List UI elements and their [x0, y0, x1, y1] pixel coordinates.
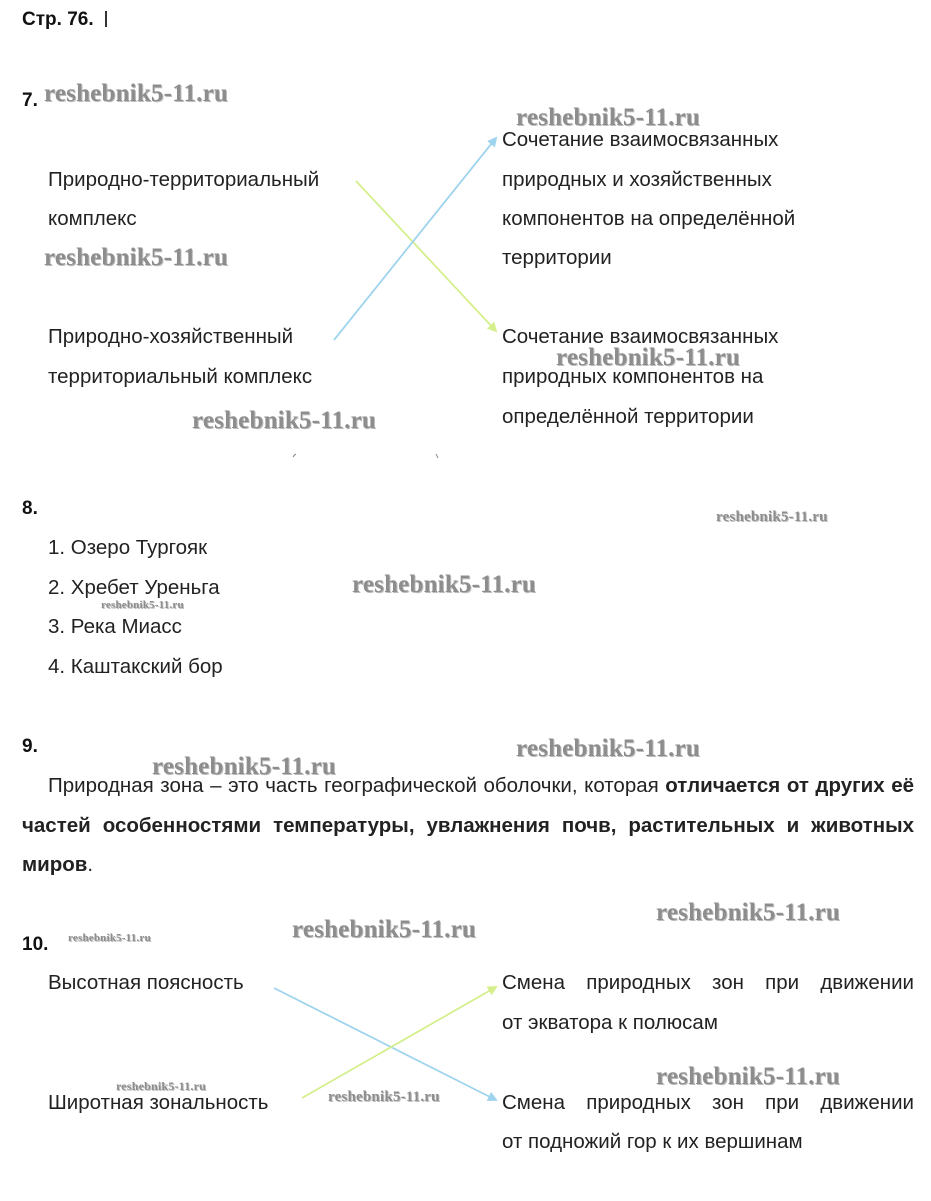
task7-right-item1-line1: Сочетание взаимосвязанных	[502, 128, 779, 151]
task7-number: 7.	[22, 90, 38, 111]
watermark: reshebnik5-11.ru	[44, 244, 229, 271]
task7-arrow-blue	[334, 138, 496, 340]
task7-right-item2-line1: Сочетание взаимосвязанных	[502, 325, 779, 348]
task7-right-item2-line2: природных компонентов на	[502, 365, 764, 388]
task10-left-item1: Высотная поясность	[48, 971, 244, 994]
task10-number: 10.	[22, 934, 49, 955]
task9-number: 9.	[22, 736, 38, 757]
watermark: reshebnik5-11.ru	[556, 344, 741, 371]
watermark: reshebnik5-11.ru	[716, 509, 828, 525]
task7-right-item2-line3: определённой территории	[502, 405, 754, 428]
task9-paragraph	[22, 766, 914, 885]
watermark: reshebnik5-11.ru	[516, 104, 701, 131]
task8-number: 8.	[22, 498, 38, 519]
task8-item-3: 3. Река Миасс	[48, 615, 182, 638]
task9-text-bold: отличается от других её частей особенностями температуры, увлажнения почв, растительных и животных миров	[22, 774, 914, 876]
task8-item-4: 4. Каштакский бор	[48, 655, 223, 678]
task7-left-item1-line2: комплекс	[48, 207, 137, 230]
watermark: reshebnik5-11.ru	[101, 599, 184, 611]
task7-right-item1-line3: компонентов на определённой	[502, 207, 796, 230]
task10-right-item2-line1: Смена природных зон при движении	[502, 1091, 914, 1114]
task7-left-item2-line2: территориальный комплекс	[48, 365, 313, 388]
watermark: reshebnik5-11.ru	[192, 407, 377, 434]
task10-right-item2-line2: от подножий гор к их вершинам	[502, 1130, 803, 1153]
task9-text-plain-2: .	[87, 853, 94, 876]
stray-mark	[293, 454, 438, 458]
watermark: reshebnik5-11.ru	[152, 753, 337, 780]
task10-arrow-blue	[274, 988, 496, 1100]
watermark: reshebnik5-11.ru	[68, 932, 151, 944]
task10-left-item2: Широтная зональность	[48, 1091, 269, 1114]
task7-left-item1-line1: Природно-территориальный	[48, 168, 320, 191]
page-header-text: Стр. 76.	[22, 9, 94, 30]
task7-right-item1-line2: природных и хозяйственных	[502, 168, 772, 191]
watermark: reshebnik5-11.ru	[656, 899, 841, 926]
task10-right-item1-line2: от экватора к полюсам	[502, 1011, 718, 1034]
task9-text-plain-1: Природная зона – это часть географической оболочки, которая	[48, 774, 666, 797]
watermark: reshebnik5-11.ru	[116, 1079, 206, 1093]
watermark: reshebnik5-11.ru	[292, 916, 477, 943]
watermark: reshebnik5-11.ru	[352, 571, 537, 598]
task10-right-item1-line1: Смена природных зон при движении	[502, 971, 914, 994]
watermark: reshebnik5-11.ru	[328, 1089, 440, 1105]
watermark: reshebnik5-11.ru	[656, 1063, 841, 1090]
watermark: reshebnik5-11.ru	[44, 80, 229, 107]
task8-item-1: 1. Озеро Тургояк	[48, 536, 208, 559]
task7-left-item2-line1: Природно-хозяйственный	[48, 325, 294, 348]
task8-item-2: 2. Хребет Уреньга	[48, 576, 220, 599]
task10-arrow-green	[302, 987, 496, 1098]
watermark: reshebnik5-11.ru	[516, 735, 701, 762]
task7-arrow-green	[356, 181, 496, 331]
task7-right-item1-line4: территории	[502, 246, 612, 269]
